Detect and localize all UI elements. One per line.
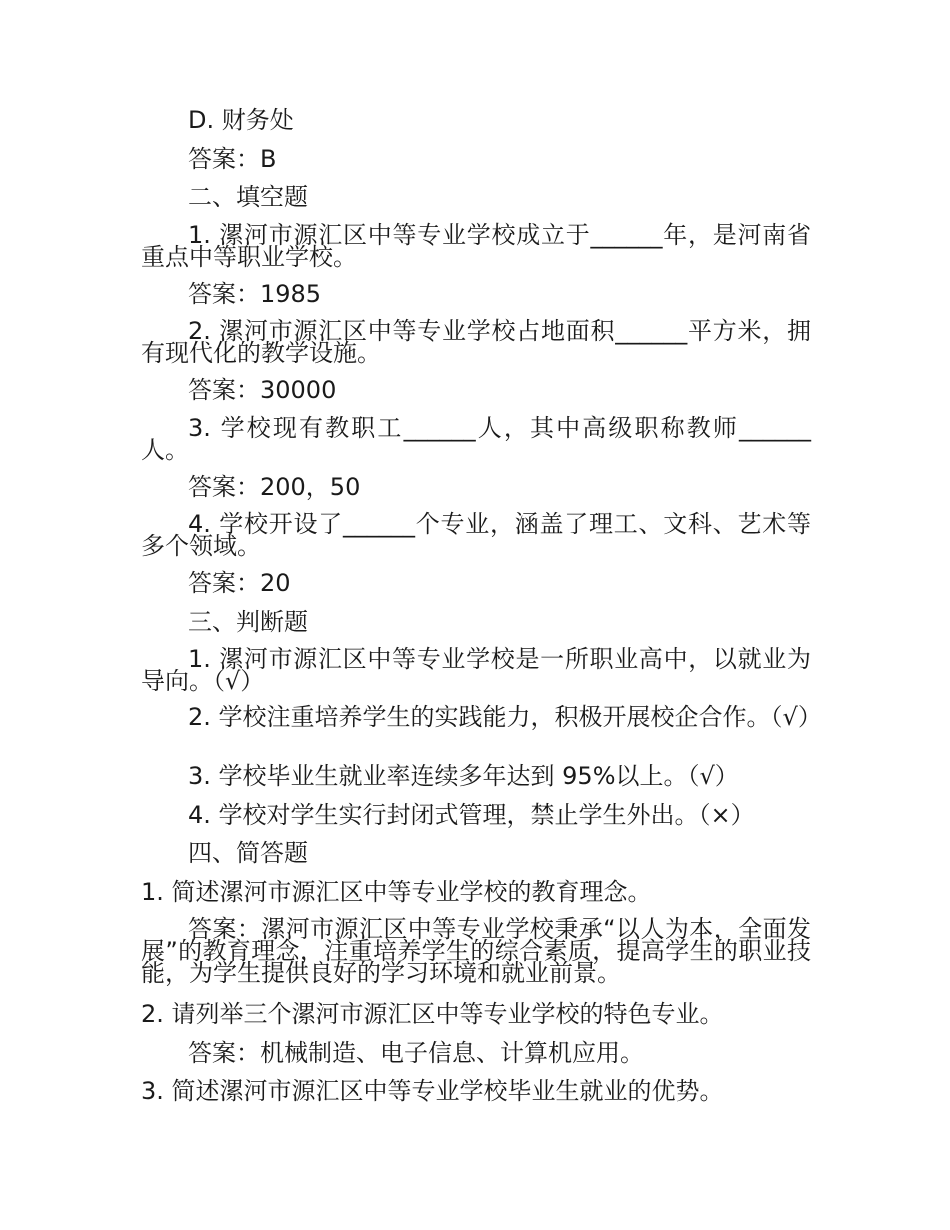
document-body <box>141 101 822 1111</box>
answer-short-1: 答案：漯河市源汇区中等专业学校秉承“以人为本，全面发展”的教育理念，注重培养学生的综合素质，提高学生的职业技能，为学生提供良好的学习环境和就业前景。 <box>141 915 811 987</box>
answer-line: 答案：200，50 <box>188 472 361 501</box>
answer-line: 答案：30000 <box>188 376 337 404</box>
answer-short-2: 答案：机械制造、电子信息、计算机应用。 <box>188 1038 644 1067</box>
question-tf-3: 3. 学校毕业生就业率连续多年达到 95%以上。（√） <box>188 762 739 790</box>
question-tf-4: 4. 学校对学生实行封闭式管理，禁止学生外出。（×） <box>188 800 755 829</box>
section-heading-true-false: 三、判断题 <box>188 607 308 636</box>
question-short-1: 1. 简述漯河市源汇区中等专业学校的教育理念。 <box>141 877 652 906</box>
question-short-3: 3. 简述漯河市源汇区中等专业学校毕业生就业的优势。 <box>141 1077 724 1105</box>
question-fill-1: 1. 漯河市源汇区中等专业学校成立于______年，是河南省重点中等职业学校。 <box>141 220 811 271</box>
question-short-2: 2. 请列举三个漯河市源汇区中等专业学校的特色专业。 <box>141 1000 724 1028</box>
option-d: D. 财务处 <box>188 106 294 134</box>
question-tf-2: 2. 学校注重培养学生的实践能力，积极开展校企合作。（√） <box>188 703 822 731</box>
answer-line: 答案：20 <box>188 569 291 597</box>
section-heading-short-answer: 四、简答题 <box>188 839 308 867</box>
question-tf-1: 1. 漯河市源汇区中等专业学校是一所职业高中，以就业为导向。（√） <box>141 645 811 695</box>
question-fill-2: 2. 漯河市源汇区中等专业学校占地面积______平方米，拥有现代化的教学设施。 <box>141 317 811 367</box>
answer-line: 答案：B <box>188 144 277 173</box>
section-heading-fill-in: 二、填空题 <box>188 183 308 211</box>
answer-line: 答案：1985 <box>188 279 322 308</box>
question-fill-3: 3. 学校现有教职工______人，其中高级职称教师______人。 <box>141 413 811 464</box>
question-fill-4: 4. 学校开设了______个专业，涵盖了理工、文科、艺术等多个领域。 <box>141 510 811 560</box>
